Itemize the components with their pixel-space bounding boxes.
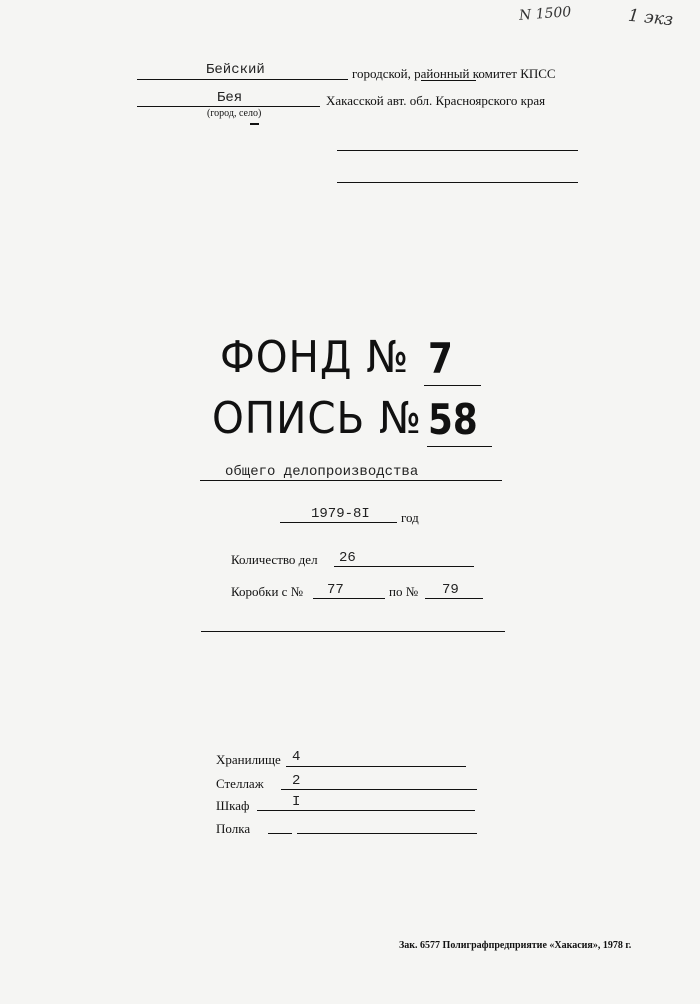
boxes-to-label: по № (389, 584, 419, 599)
fond-label: ФОНД № (220, 332, 410, 383)
records-type-value: общего делопроизводства (225, 464, 419, 480)
city-committee-line (137, 79, 348, 80)
count-label: Количество дел (231, 552, 318, 567)
shelf-line-short (268, 833, 292, 834)
years-value: 1979-8I (311, 506, 370, 522)
count-line (334, 566, 474, 567)
opis-label: ОПИСЬ № (212, 393, 423, 444)
blank-line-1 (337, 150, 578, 151)
boxes-label: Коробки с № (231, 584, 304, 599)
fond-number: 7 (428, 334, 453, 383)
years-label: год (401, 510, 419, 525)
boxes-from-value: 77 (327, 582, 344, 598)
printer-imprint: Зак. 6577 Полиграфпредприятие «Хакасия», 1978 г. (399, 940, 632, 951)
location-caption: (город, село) (207, 108, 262, 119)
rayon-underline (421, 80, 476, 81)
years-line (280, 522, 397, 523)
boxes-from-line (313, 598, 385, 599)
rack-label: Стеллаж (216, 776, 264, 791)
rack-line (281, 789, 477, 790)
section-divider (201, 631, 505, 632)
opis-number-line (427, 446, 492, 447)
boxes-to-value: 79 (442, 582, 459, 598)
shelf-label: Полка (216, 821, 251, 836)
storage-value: 4 (292, 749, 301, 765)
shelf-line (297, 833, 477, 834)
location-label: Хакасской авт. обл. Красноярского края (326, 93, 546, 108)
storage-label: Хранилище (216, 752, 281, 767)
records-type-line (200, 480, 502, 481)
location-line (137, 106, 320, 107)
city-committee-label: городской, районный комитет КПСС (352, 66, 556, 81)
rack-value: 2 (292, 773, 301, 789)
cabinet-line (257, 810, 475, 811)
opis-number: 58 (428, 395, 478, 444)
copy-mark-handwritten: 1 экз (627, 5, 675, 31)
cabinet-label: Шкаф (216, 798, 250, 813)
location-caption-mark (250, 123, 259, 125)
fond-number-line (424, 385, 481, 386)
boxes-to-line (425, 598, 483, 599)
cabinet-value: I (292, 794, 301, 810)
archive-number-handwritten: N 1500 (518, 4, 572, 24)
location-value: Бея (217, 90, 243, 106)
blank-line-2 (337, 182, 578, 183)
storage-line (286, 766, 466, 767)
count-value: 26 (339, 550, 356, 566)
city-committee-value: Бейский (206, 62, 265, 78)
